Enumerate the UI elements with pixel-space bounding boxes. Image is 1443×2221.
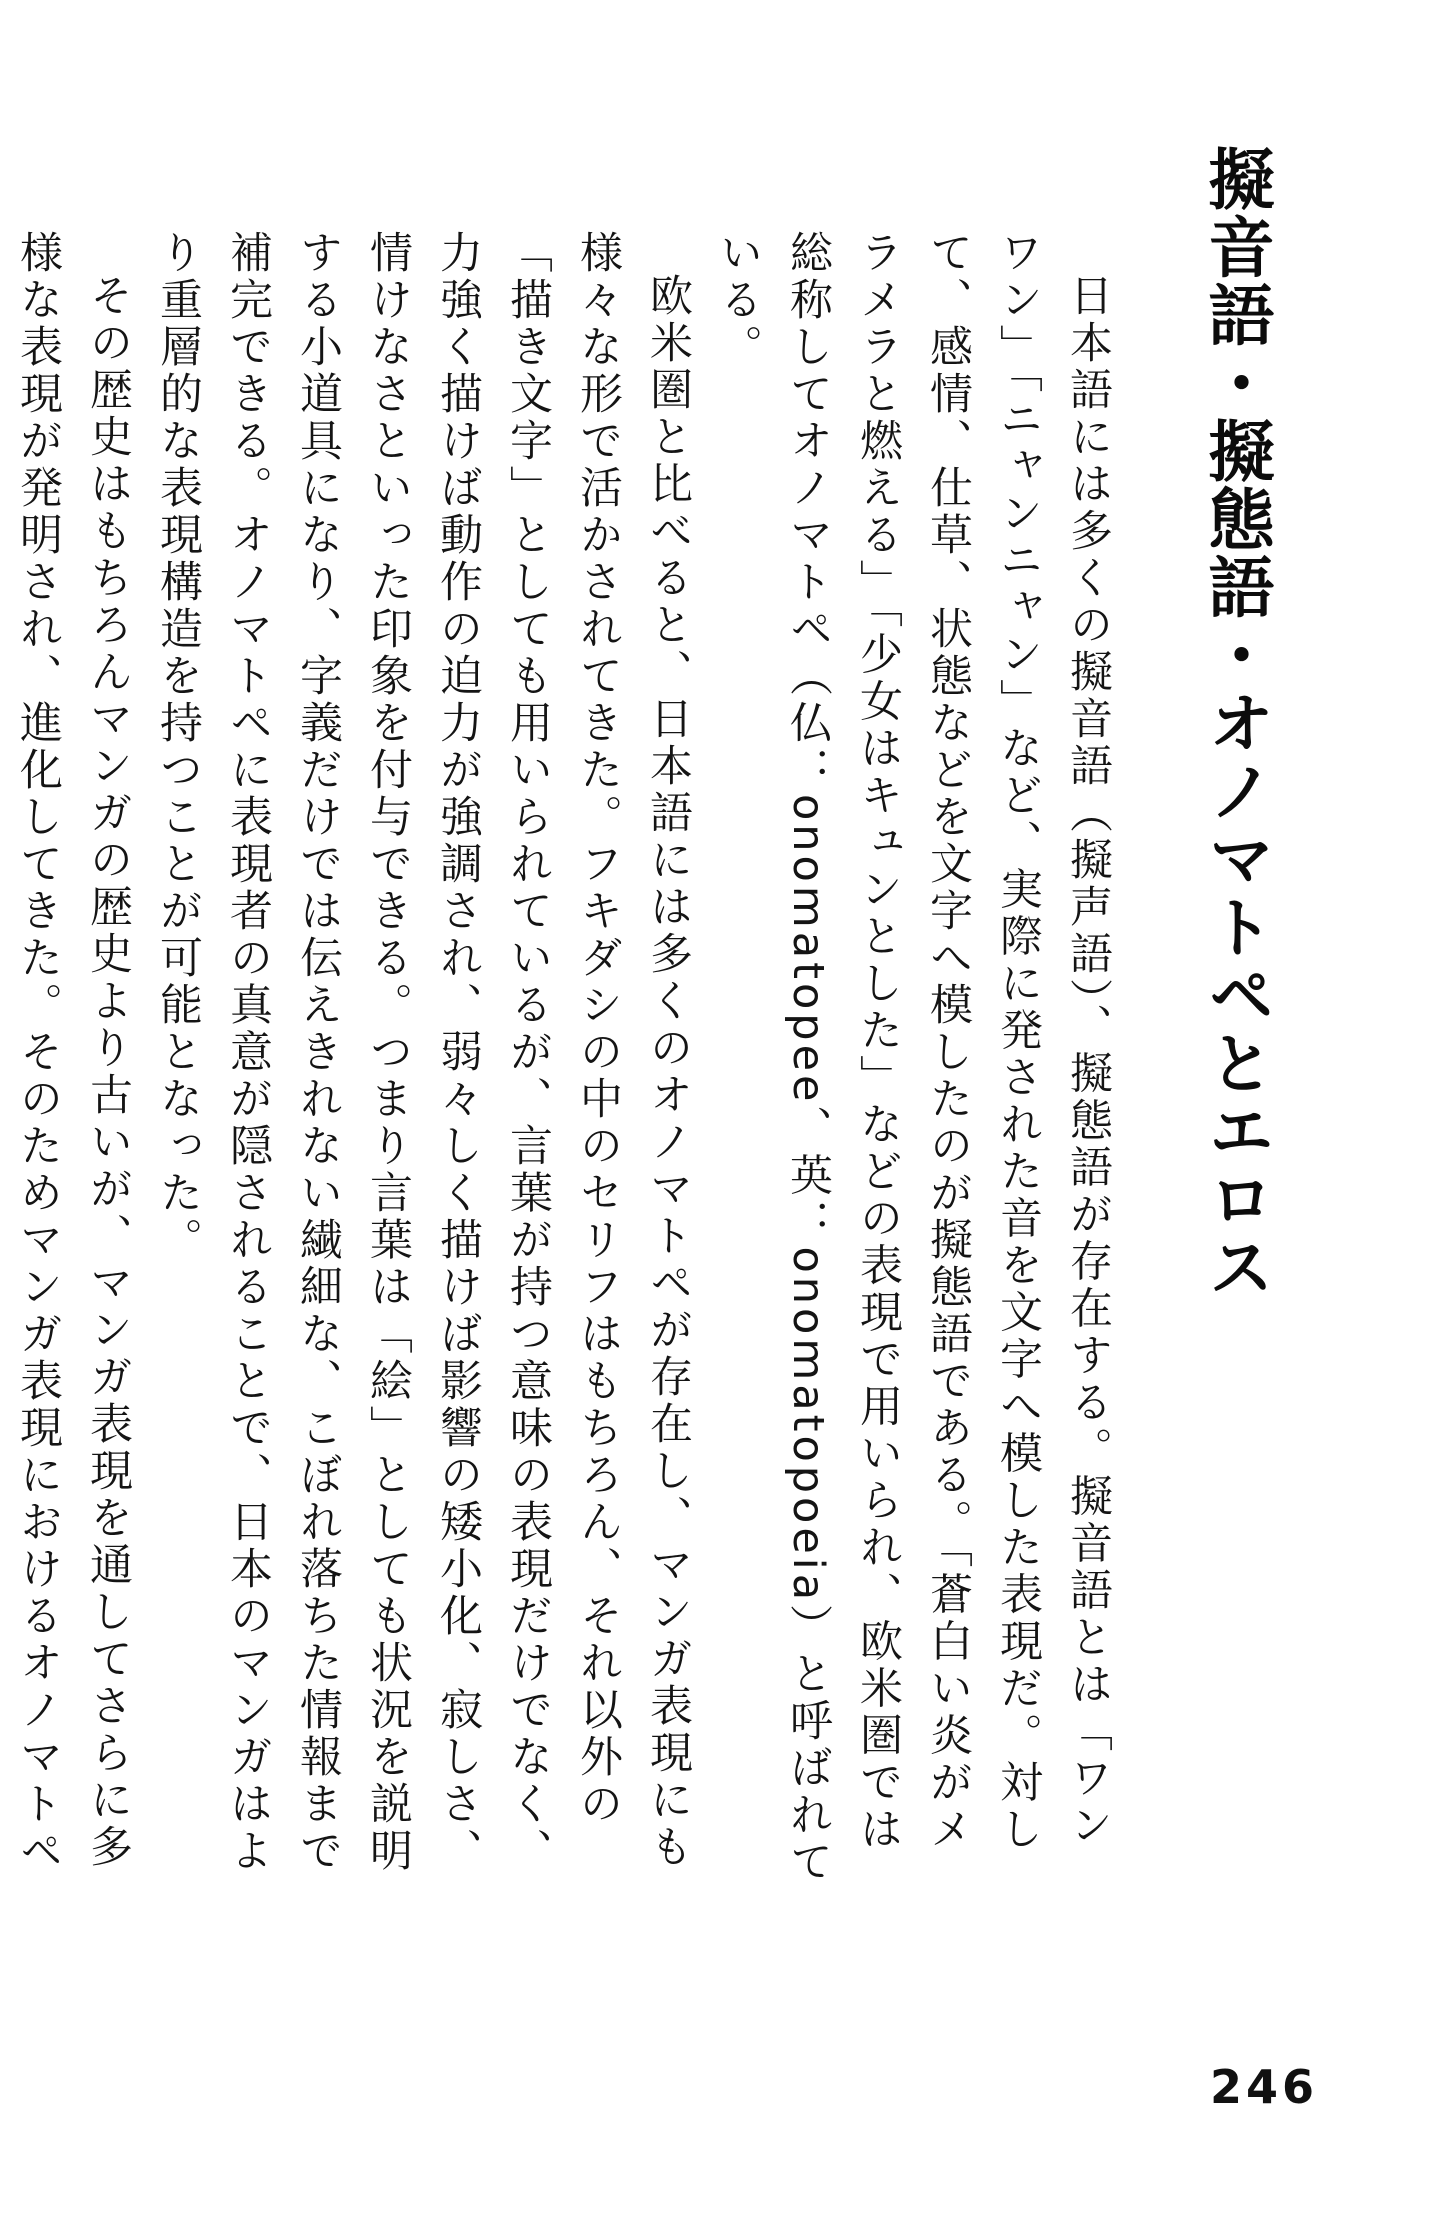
paragraph-1: 日本語には多くの擬音語（擬声語）、擬態語が存在する。擬音語とは「ワンワン」「ニャンニャン」など、実際に発された音を文字へ模した表現だ。対して、感情、仕草、状態などを文字へ模したのが擬態語である。「蒼白い炎がメラメラと燃える」「少女はキュンとした」などの表現で用いられ、欧米圏では総称してオノマトペ（仏：onomatopee、英：onomatopoeia）と呼ばれている。 xyxy=(713,230,1113,1887)
paragraph-3: その歴史はもちろんマンガの歴史より古いが、マンガ表現を通してさらに多様な表現が発明され、進化してきた。そのためマンガ表現におけるオノマトペ xyxy=(13,230,133,1875)
page-number: 246 xyxy=(1210,2060,1319,2114)
chapter-title: 擬音語・擬態語・オノマトペとエロス xyxy=(1197,145,1274,1301)
body-text xyxy=(13,230,1123,1890)
paragraph-2: 欧米圏と比べると、日本語には多くのオノマトペが存在し、マンガ表現にも様々な形で活かされてきた。フキダシの中のセリフはもちろん、それ以外の「描き文字」としても用いられているが、言葉が持つ意味の表現だけでなく、力強く描けば動作の迫力が強調され、弱々しく描けば影響の矮小化、寂しさ、情けなさといった印象を付与できる。つまり言葉は「絵」としても状況を説明する小道具になり、字義だけでは伝えきれない繊細な、こぼれ落ちた情報まで補完できる。オノマトペに表現者の真意が隠されることで、日本のマンガはより重層的な表現構造を持つことが可能となった。 xyxy=(153,230,693,1875)
